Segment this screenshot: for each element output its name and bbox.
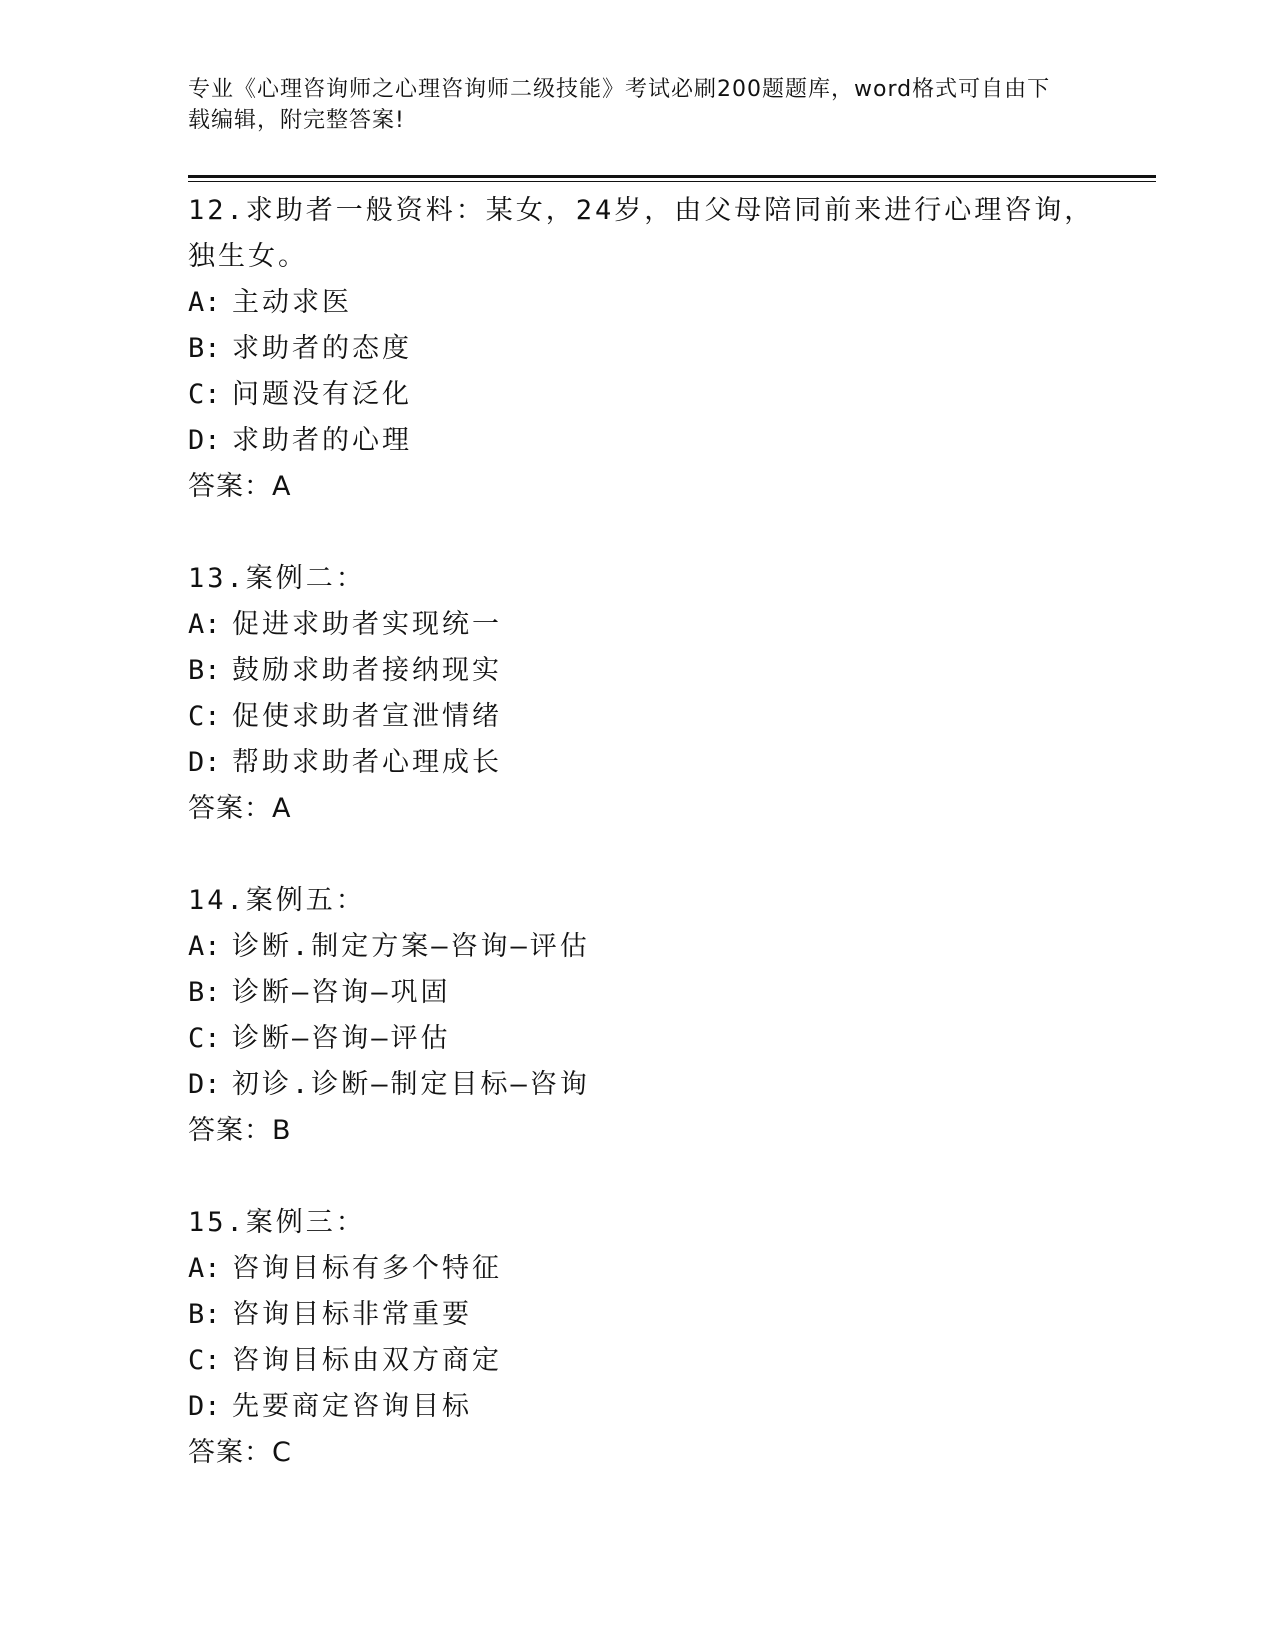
question-stem: 12.求助者一般资料：某女，24岁，由父母陪同前来进行心理咨询，独生女。 [188, 195, 1095, 272]
option-letter: A: [188, 1253, 221, 1284]
option-letter: B: [188, 1299, 221, 1330]
option-letter: C: [188, 379, 221, 410]
option-text: 诊断—咨询—评估 [232, 1023, 451, 1054]
option-letter: A: [188, 287, 221, 318]
option-text: 鼓励求助者接纳现实 [232, 655, 502, 686]
option-a [188, 1246, 1108, 1292]
option-text: 主动求医 [232, 287, 352, 318]
option-a [188, 280, 1108, 326]
option-d [188, 1062, 1108, 1108]
option-letter: B: [188, 977, 221, 1008]
option-text: 问题没有泛化 [232, 379, 412, 410]
question-stem: 13.案例二： [188, 563, 366, 594]
question-13 [188, 556, 1108, 832]
option-text: 先要商定咨询目标 [232, 1391, 472, 1422]
answer-line: 答案：A [188, 793, 292, 824]
option-letter: B: [188, 333, 221, 364]
option-text: 促使求助者宣泄情绪 [232, 701, 502, 732]
option-letter: C: [188, 1023, 221, 1054]
option-letter: D: [188, 1391, 221, 1422]
option-c [188, 1016, 1108, 1062]
question-15 [188, 1200, 1108, 1476]
option-text: 帮助求助者心理成长 [232, 747, 502, 778]
header-divider-thick [188, 175, 1156, 178]
option-a [188, 602, 1108, 648]
document-header: 专业《心理咨询师之心理咨询师二级技能》考试必刷200题题库，word格式可自由下载编辑，附完整答案! [188, 77, 1051, 133]
option-letter: D: [188, 1069, 221, 1100]
option-letter: C: [188, 701, 221, 732]
answer-line: 答案：A [188, 471, 292, 502]
option-text: 诊断.制定方案—咨询—评估 [232, 931, 590, 962]
option-b [188, 970, 1108, 1016]
question-stem: 14.案例五： [188, 885, 366, 916]
option-text: 咨询目标由双方商定 [232, 1345, 502, 1376]
question-list [188, 188, 1108, 1522]
option-text: 咨询目标有多个特征 [232, 1253, 502, 1284]
option-text: 促进求助者实现统一 [232, 609, 502, 640]
option-c [188, 694, 1108, 740]
option-letter: D: [188, 747, 221, 778]
option-text: 求助者的态度 [232, 333, 412, 364]
option-letter: C: [188, 1345, 221, 1376]
option-d [188, 418, 1108, 464]
answer-line: 答案：C [188, 1437, 292, 1468]
header-divider-thin [188, 181, 1156, 182]
option-letter: A: [188, 931, 221, 962]
option-text: 求助者的心理 [232, 425, 412, 456]
option-a [188, 924, 1108, 970]
option-letter: A: [188, 609, 221, 640]
option-text: 咨询目标非常重要 [232, 1299, 472, 1330]
answer-line: 答案：B [188, 1115, 292, 1146]
question-12 [188, 188, 1108, 510]
question-14 [188, 878, 1108, 1154]
option-b [188, 648, 1108, 694]
option-b [188, 326, 1108, 372]
option-text: 初诊.诊断—制定目标—咨询 [232, 1069, 590, 1100]
question-stem: 15.案例三： [188, 1207, 366, 1238]
option-text: 诊断—咨询—巩固 [232, 977, 451, 1008]
option-letter: D: [188, 425, 221, 456]
option-b [188, 1292, 1108, 1338]
option-d [188, 740, 1108, 786]
option-d [188, 1384, 1108, 1430]
option-c [188, 1338, 1108, 1384]
option-letter: B: [188, 655, 221, 686]
option-c [188, 372, 1108, 418]
